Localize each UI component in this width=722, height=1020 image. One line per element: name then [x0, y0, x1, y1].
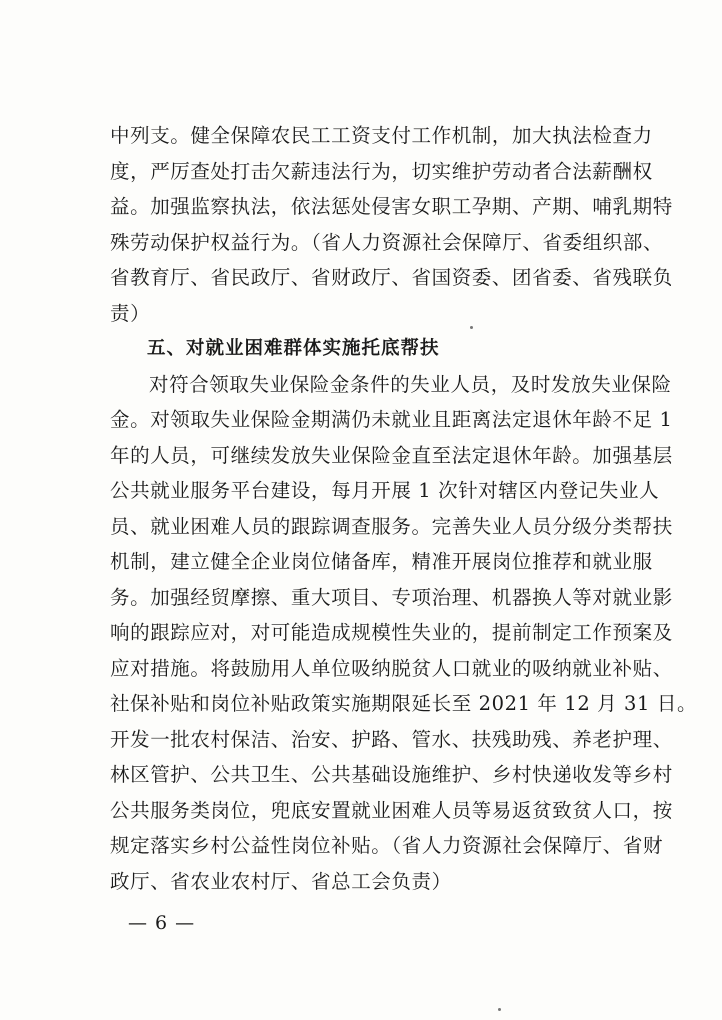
text-line: 责）: [110, 301, 151, 325]
page-number: — 6 —: [128, 912, 196, 934]
text-line: 中列支。健全保障农民工工资支付工作机制，加大执法检查力: [110, 124, 653, 147]
section-heading: 五、对就业困难群体实施托底帮扶: [147, 338, 440, 359]
text-line: 机制，建立健全企业岗位储备库，精准开展岗位推荐和就业服: [110, 550, 653, 573]
text-line: 开发一批农村保洁、治安、护路、管水、扶残助残、养老护理、: [110, 727, 673, 751]
text-line: 公共就业服务平台建设，每月开展 1 次针对辖区内登记失业人: [110, 479, 660, 502]
text-line: 益。加强监察执法，依法惩处侵害女职工孕期、产期、哺乳期特: [110, 195, 673, 218]
text-line: 政厅、省农业农村厅、省总工会负责）: [110, 869, 452, 893]
text-line: 省教育厅、省民政厅、省财政厅、省国资委、团省委、省残联负: [110, 266, 673, 289]
text-line: 员、就业困难人员的跟踪调查服务。完善失业人员分级分类帮扶: [110, 514, 673, 538]
text-line: 社保补贴和岗位补贴政策实施期限延长至 2021 年 12 月 31 日。: [110, 692, 698, 715]
text-line: 度，严厉查处打击欠薪违法行为，切实维护劳动者合法薪酬权: [110, 159, 653, 183]
text-line: 公共服务类岗位，兜底安置就业困难人员等易返贫致贫人口，按: [110, 798, 673, 822]
text-line: 规定落实乡村公益性岗位补贴。（省人力资源社会保障厅、省财: [110, 834, 664, 857]
text-line: 林区管护、公共卫生、公共基础设施维护、乡村快递收发等乡村: [110, 763, 673, 786]
text-line: 年的人员，可继续发放失业保险金直至法定退休年龄。加强基层: [110, 443, 673, 467]
text-line: 务。加强经贸摩擦、重大项目、专项治理、机器换人等对就业影: [110, 585, 673, 609]
text-line: 应对措施。将鼓励用人单位吸纳脱贫人口就业的吸纳就业补贴、: [110, 656, 673, 680]
text-line: 金。对领取失业保险金期满仍未就业且距离法定退休年龄不足 1: [110, 408, 673, 431]
scan-speck: [498, 1008, 501, 1011]
scan-speck: [470, 326, 473, 329]
text-line: 殊劳动保护权益行为。（省人力资源社会保障厅、省委组织部、: [110, 230, 664, 254]
text-line: 响的跟踪应对，对可能造成规模性失业的，提前制定工作预案及: [110, 621, 673, 644]
paragraph-first-line: 对符合领取失业保险金条件的失业人员，及时发放失业保险: [149, 372, 672, 396]
